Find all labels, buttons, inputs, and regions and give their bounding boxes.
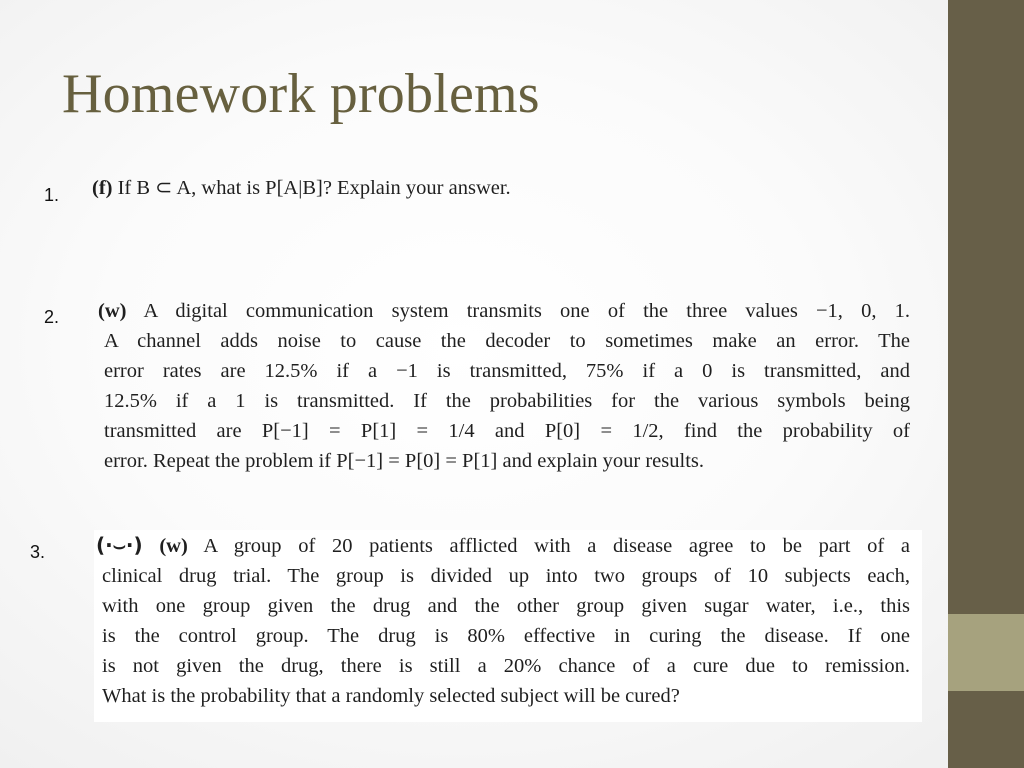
problem-1-tag: (f): [92, 177, 113, 199]
slide-title: Homework problems: [62, 63, 540, 125]
problem-2-line-6: error. Repeat the problem if P[−1] = P[0] = P[1] and explain your results.: [104, 450, 705, 472]
problem-1-line-1: (f) If B ⊂ A, what is P[A|B]? Explain your answer.: [92, 177, 511, 199]
problem-2-line-4: 12.5% if a 1 is transmitted. If the probabilities for the various symbols being: [104, 390, 910, 412]
sidebar-accent-block: [948, 614, 1024, 691]
problem-3-line-1: (·⌣·) (w) A group of 20 patients afflicted with a disease agree to be part of a: [96, 533, 911, 557]
problem-3-line-3: with one group given the drug and the other group given sugar water, i.e., this: [102, 595, 910, 617]
problem-2-line-3: error rates are 12.5% if a −1 is transmitted, 75% if a 0 is transmitted, and: [104, 360, 910, 382]
problem-2-number: 2.: [44, 307, 60, 327]
problem-3-line-4: is the control group. The drug is 80% effective in curing the disease. If one: [102, 625, 910, 647]
problem-2-tag: (w): [98, 300, 127, 322]
problem-2-line-5: transmitted are P[−1] = P[1] = 1/4 and P[0] = 1/2, find the probability of: [104, 420, 910, 442]
problem-3-number: 3.: [30, 542, 46, 562]
problem-3: [94, 530, 922, 722]
problem-1-number: 1.: [44, 185, 60, 205]
problem-2-line-2: A channel adds noise to cause the decoder to sometimes make an error. The: [104, 330, 910, 352]
problem-2-line-1: (w) A digital communication system transmits one of the three values −1, 0, 1.: [98, 300, 910, 322]
problem-1: [92, 173, 692, 203]
problem-3-line-6: What is the probability that a randomly selected subject will be cured?: [102, 685, 680, 707]
smiley-icon: (·⌣·): [96, 533, 143, 557]
problem-3-line-5: is not given the drug, there is still a 20% chance of a cure due to remission.: [102, 655, 910, 677]
problem-2: [98, 296, 910, 476]
problem-3-tag: (w): [159, 535, 188, 557]
problem-3-line-2: clinical drug trial. The group is divided up into two groups of 10 subjects each,: [102, 565, 910, 587]
